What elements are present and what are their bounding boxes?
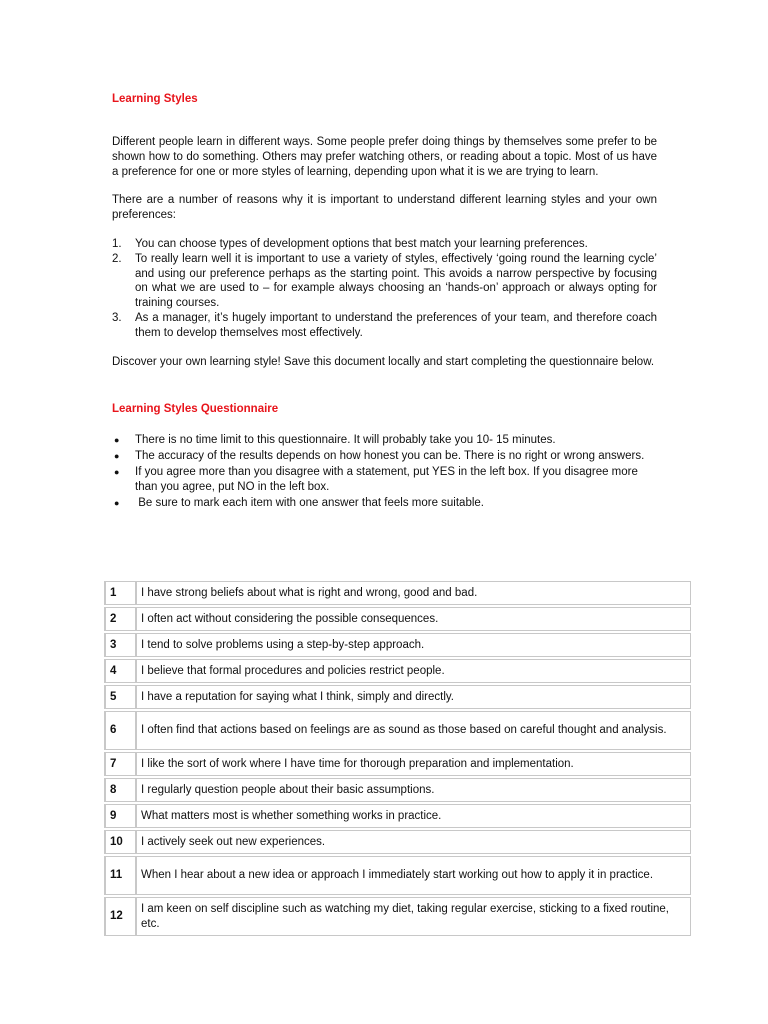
reason-item (112, 237, 657, 252)
question-number: 12 (105, 897, 136, 936)
question-text: I tend to solve problems using a step-by-step approach. (136, 633, 691, 657)
reason-text: You can choose types of development options that best match your learning preferences. (135, 237, 588, 250)
question-number: 3 (105, 633, 136, 657)
question-number: 4 (105, 659, 136, 683)
table-row (104, 897, 691, 936)
instructions-list (112, 433, 657, 510)
question-text: I actively seek out new experiences. (136, 830, 691, 854)
reason-item (112, 252, 657, 311)
bullet-icon: ● (114, 435, 120, 446)
reason-text: To really learn well it is important to use a variety of styles, effectively ‘going round the learning cycle’ and using our preference perhaps as the starting point. This avoids a narrow perspective by focusing on what we are used to – for example always choosing an ‘hands-on’ approach or always opting for training courses. (135, 252, 657, 310)
question-text: I regularly question people about their basic assumptions. (136, 778, 691, 802)
question-number: 11 (105, 856, 136, 895)
table-row (104, 752, 691, 776)
intro-paragraph: Different people learn in different ways. Some people prefer doing things by themselves some prefer to be shown how to do something. Others may prefer watching others, or reading about a topic. Most of us have a preference for one or more styles of learning, depending upon what it is we are trying to learn. (112, 136, 657, 178)
table-row (104, 633, 691, 657)
instruction-text: There is no time limit to this questionnaire. It will probably take you 10- 15 minutes. (135, 434, 556, 447)
instruction-text: The accuracy of the results depends on how honest you can be. There is no right or wrong answers. (135, 450, 645, 463)
table-row (104, 581, 691, 605)
table-row (104, 856, 691, 895)
bullet-icon: ● (114, 497, 120, 508)
question-text: I often act without considering the possible consequences. (136, 607, 691, 631)
page-title: Learning Styles (112, 93, 198, 105)
questionnaire-title: Learning Styles Questionnaire (112, 403, 279, 416)
bullet-icon: ● (114, 451, 120, 462)
question-text: What matters most is whether something works in practice. (136, 804, 691, 828)
table-row (104, 804, 691, 828)
reason-item (112, 311, 657, 341)
question-text: I am keen on self discipline such as watching my diet, taking regular exercise, sticking to a fixed routine, etc. (136, 897, 691, 936)
question-number: 9 (105, 804, 136, 828)
reasons-intro-paragraph: There are a number of reasons why it is important to understand different learning styles and your own preferences: (112, 194, 657, 222)
instruction-text: Be sure to mark each item with one answer that feels more suitable. (135, 496, 484, 509)
instruction-text: If you agree more than you disagree with a statement, put YES in the left box. If you disagree more than you agree, put NO in the left box. (135, 465, 638, 493)
instruction-item (112, 433, 657, 448)
question-text: I believe that formal procedures and policies restrict people. (136, 659, 691, 683)
bullet-icon: ● (114, 466, 120, 477)
table-row (104, 830, 691, 854)
table-row (104, 685, 691, 709)
reason-number: 1. (112, 237, 122, 250)
question-text: I often find that actions based on feelings are as sound as those based on careful thought and analysis. (136, 711, 691, 750)
question-number: 1 (105, 581, 136, 605)
question-text: I like the sort of work where I have time for thorough preparation and implementation. (136, 752, 691, 776)
reasons-list (112, 237, 657, 341)
instruction-item (112, 449, 657, 464)
question-text: I have a reputation for saying what I think, simply and directly. (136, 685, 691, 709)
document-body (112, 93, 657, 511)
question-number: 6 (105, 711, 136, 750)
table-row (104, 607, 691, 631)
question-number: 8 (105, 778, 136, 802)
reason-number: 2. (112, 252, 122, 265)
question-number: 10 (105, 830, 136, 854)
instruction-item (112, 496, 657, 511)
questionnaire-table (104, 579, 691, 938)
instruction-item (112, 465, 657, 495)
table-row (104, 711, 691, 750)
discover-paragraph: Discover your own learning style! Save this document locally and start completing the questionnaire below. (112, 355, 655, 368)
question-number: 5 (105, 685, 136, 709)
reason-number: 3. (112, 311, 122, 324)
question-text: I have strong beliefs about what is right and wrong, good and bad. (136, 581, 691, 605)
reason-text: As a manager, it’s hugely important to understand the preferences of your team, and therefore coach them to develop themselves most effectively. (135, 311, 657, 339)
question-text: When I hear about a new idea or approach I immediately start working out how to apply it in practice. (136, 856, 691, 895)
table-row (104, 659, 691, 683)
table-row (104, 778, 691, 802)
question-number: 2 (105, 607, 136, 631)
question-number: 7 (105, 752, 136, 776)
